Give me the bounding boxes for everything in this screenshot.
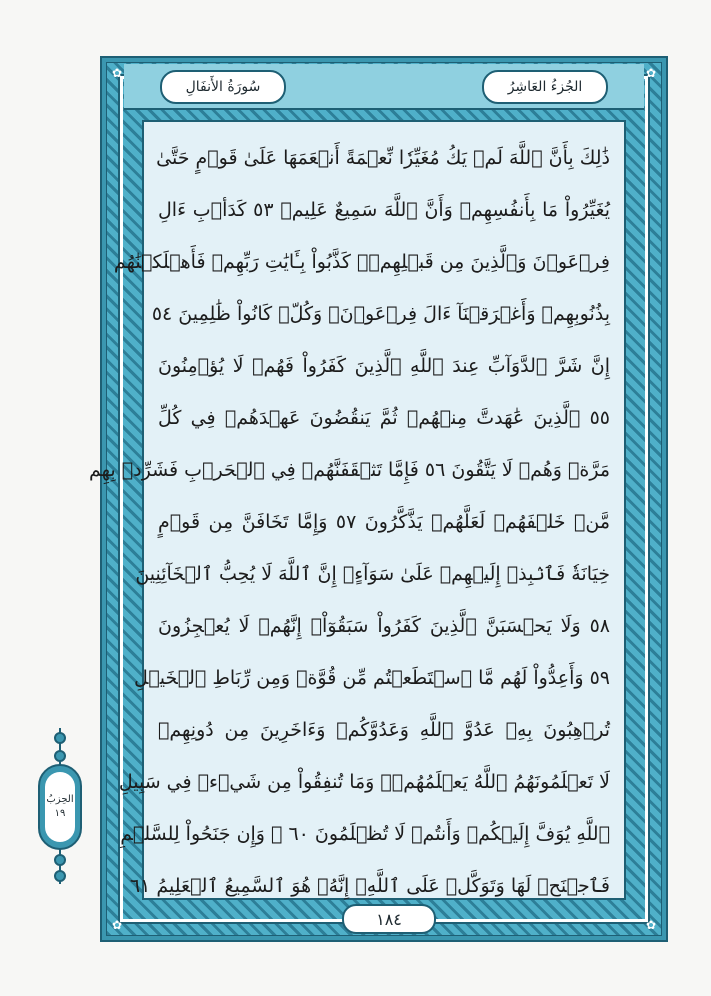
verse-line: خِيَانَةٗ فَٱنۢبِذۡ إِلَيۡهِمۡ عَلَىٰ سَوَآءٍۚ إِنَّ ٱللَّهَ لَا يُحِبُّ ٱلۡخَآئِنِينَ: [135, 563, 610, 585]
verse-lines: [89, 132, 610, 897]
verse-line: ٥٥ ٱلَّذِينَ عَٰهَدتَّ مِنۡهُمۡ ثُمَّ يَنقُضُونَ عَهۡدَهُمۡ فِي كُلِّ: [158, 407, 610, 429]
hizb-label: الحِزبُ: [46, 794, 74, 805]
hizb-number: ١٩: [54, 808, 66, 819]
verse-line: بِذُنُوبِهِمۡ وَأَغۡرَقۡنَآ ءَالَ فِرۡعَوۡنَۚ وَكُلّٞ كَانُواْ ظَٰلِمِينَ ٥٤: [151, 303, 610, 325]
verse-line: يُغَيِّرُواْ مَا بِأَنفُسِهِمۡ وَأَنَّ ٱللَّهَ سَمِيعٌ عَلِيمٞ ٥٣ كَدَأۡبِ ءَالِ: [158, 199, 610, 221]
page-number-cartouche: [342, 904, 436, 934]
page-frame: [89, 56, 668, 942]
floral-ornament-icon: ✿: [645, 66, 657, 80]
verse-line: ٥٩ وَأَعِدُّواْ لَهُم مَّا ٱسۡتَطَعۡتُم مِّن قُوَّةٖ وَمِن رِّبَاطِ ٱلۡخَيۡلِ: [133, 667, 610, 689]
verse-line: فِرۡعَوۡنَ وَٱلَّذِينَ مِن قَبۡلِهِمۡۚ كَذَّبُواْ بِـَٔايَٰتِ رَبِّهِمۡ فَأَهۡلَكۡنَٰهُم: [113, 251, 610, 273]
medallion-top-knob: [54, 732, 66, 744]
medallion-body: [38, 764, 82, 850]
hizb-medallion: [38, 728, 82, 884]
verse-line: ٥٨ وَلَا يَحۡسَبَنَّ ٱلَّذِينَ كَفَرُواْ سَبَقُوٓاْۚ إِنَّهُمۡ لَا يُعۡجِزُونَ: [158, 615, 610, 637]
verse-line: إِنَّ شَرَّ ٱلدَّوَآبِّ عِندَ ٱللَّهِ ٱلَّذِينَ كَفَرُواْ فَهُمۡ لَا يُؤۡمِنُونَ: [158, 355, 610, 377]
juz-name: الجُزءُ العَاشِرُ: [507, 79, 583, 95]
verse-line: ٱللَّهِ يُوَفَّ إِلَيۡكُمۡ وَأَنتُمۡ لَا تُظۡلَمُونَ ٦٠ ۞ وَإِن جَنَحُواْ لِلسَّلۡمِ: [120, 823, 610, 845]
page-number: ١٨٤: [376, 909, 402, 929]
floral-ornament-icon: ✿: [645, 918, 657, 932]
header-band: [124, 64, 644, 110]
surah-name: سُورَةُ الأَنفَالِ: [185, 79, 261, 95]
floral-ornament-icon: ✿: [111, 66, 123, 80]
verse-line: ذَٰلِكَ بِأَنَّ ٱللَّهَ لَمۡ يَكُ مُغَيِّرٗا نِّعۡمَةً أَنۡعَمَهَا عَلَىٰ قَوۡمٍ حَتَّىٰ: [156, 147, 610, 169]
text-panel: [89, 120, 626, 900]
medallion-bottom-knob: [54, 854, 66, 866]
verse-line: تُرۡهِبُونَ بِهِۦ عَدُوَّ ٱللَّهِ وَعَدُوَّكُمۡ وَءَاخَرِينَ مِن دُونِهِمۡ: [158, 719, 610, 741]
verse-line: مَرَّةٖ وَهُمۡ لَا يَتَّقُونَ ٥٦ فَإِمَّا تَثۡقَفَنَّهُمۡ فِي ٱلۡحَرۡبِ فَشَرِّدۡ بِهِم: [89, 459, 610, 481]
floral-ornament-icon: ✿: [111, 918, 123, 932]
verse-line: مَّنۡ خَلۡفَهُمۡ لَعَلَّهُمۡ يَذَّكَّرُونَ ٥٧ وَإِمَّا تَخَافَنَّ مِن قَوۡمٍ: [158, 511, 610, 533]
verse-line: لَا تَعۡلَمُونَهُمُ ٱللَّهُ يَعۡلَمُهُمۡۚ وَمَا تُنفِقُواْ مِن شَيۡءٖ فِي سَبِيلِ: [118, 771, 610, 793]
medallion-label-area: [45, 772, 75, 842]
verse-line: فَٱجۡنَحۡ لَهَا وَتَوَكَّلۡ عَلَى ٱللَّهِۚ إِنَّهُۥ هُوَ ٱلسَّمِيعُ ٱلۡعَلِيمُ ٦١: [129, 875, 610, 897]
medallion-top-knob: [54, 750, 66, 762]
juz-name-cartouche: [482, 70, 608, 104]
surah-name-cartouche: [160, 70, 286, 104]
medallion-bottom-knob: [54, 870, 66, 882]
